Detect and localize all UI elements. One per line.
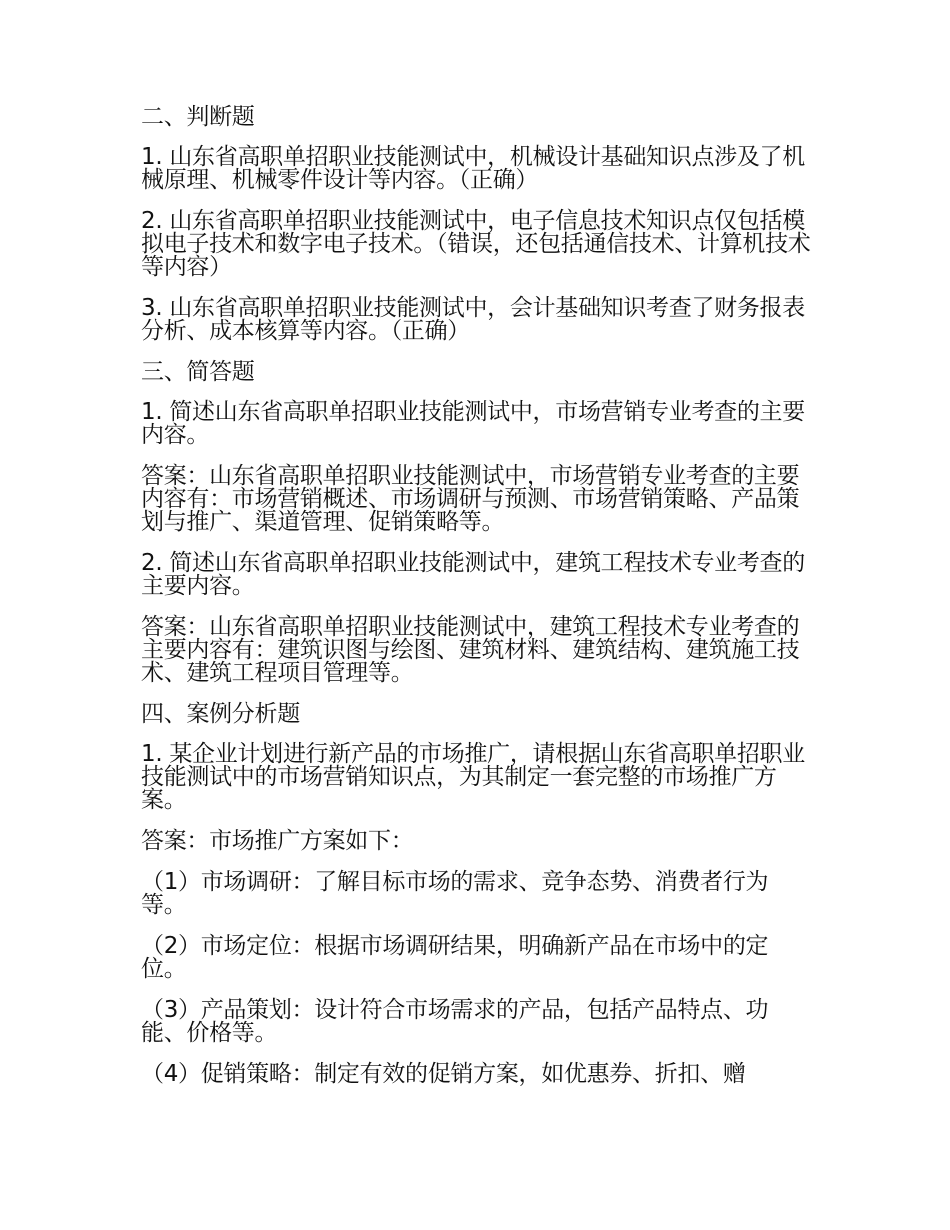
document-body [141,106,813,1104]
short-answer-question-1: 1. 简述山东省高职单招职业技能测试中，市场营销专业考查的主要内容。 [141,399,805,448]
section-title-short-answer: 三、简答题 [141,359,255,385]
true-false-question-1: 1. 山东省高职单招职业技能测试中，机械设计基础知识点涉及了机械原理、机械零件设计等内容。（正确） [141,144,805,193]
section-title-case-analysis: 四、案例分析题 [141,701,300,727]
case-analysis-item-4: （4）促销策略：制定有效的促销方案，如优惠券、折扣、赠 [141,1061,746,1087]
case-analysis-item-3: （3）产品策划：设计符合市场需求的产品，包括产品特点、功能、价格等。 [141,997,769,1046]
case-analysis-item-2: （2）市场定位：根据市场调研结果，明确新产品在市场中的定位。 [141,933,769,982]
short-answer-answer-2: 答案：山东省高职单招职业技能测试中，建筑工程技术专业考查的主要内容有：建筑识图与绘图、建筑材料、建筑结构、建筑施工技术、建筑工程项目管理等。 [141,614,800,686]
case-analysis-question-1: 1. 某企业计划进行新产品的市场推广，请根据山东省高职单招职业技能测试中的市场营销知识点，为其制定一套完整的市场推广方案。 [141,741,805,813]
section-title-true-false: 二、判断题 [141,104,255,130]
case-analysis-item-1: （1）市场调研：了解目标市场的需求、竞争态势、消费者行为等。 [141,869,769,918]
short-answer-question-2: 2. 简述山东省高职单招职业技能测试中，建筑工程技术专业考查的主要内容。 [141,550,805,599]
true-false-question-2: 2. 山东省高职单招职业技能测试中，电子信息技术知识点仅包括模拟电子技术和数字电子技术。（错误，还包括通信技术、计算机技术等内容） [141,208,811,280]
case-analysis-answer-intro: 答案：市场推广方案如下： [141,828,414,854]
short-answer-answer-1: 答案：山东省高职单招职业技能测试中，市场营销专业考查的主要内容有：市场营销概述、市场调研与预测、市场营销策略、产品策划与推广、渠道管理、促销策略等。 [141,463,800,535]
true-false-question-3: 3. 山东省高职单招职业技能测试中，会计基础知识考查了财务报表分析、成本核算等内容。（正确） [141,295,805,344]
